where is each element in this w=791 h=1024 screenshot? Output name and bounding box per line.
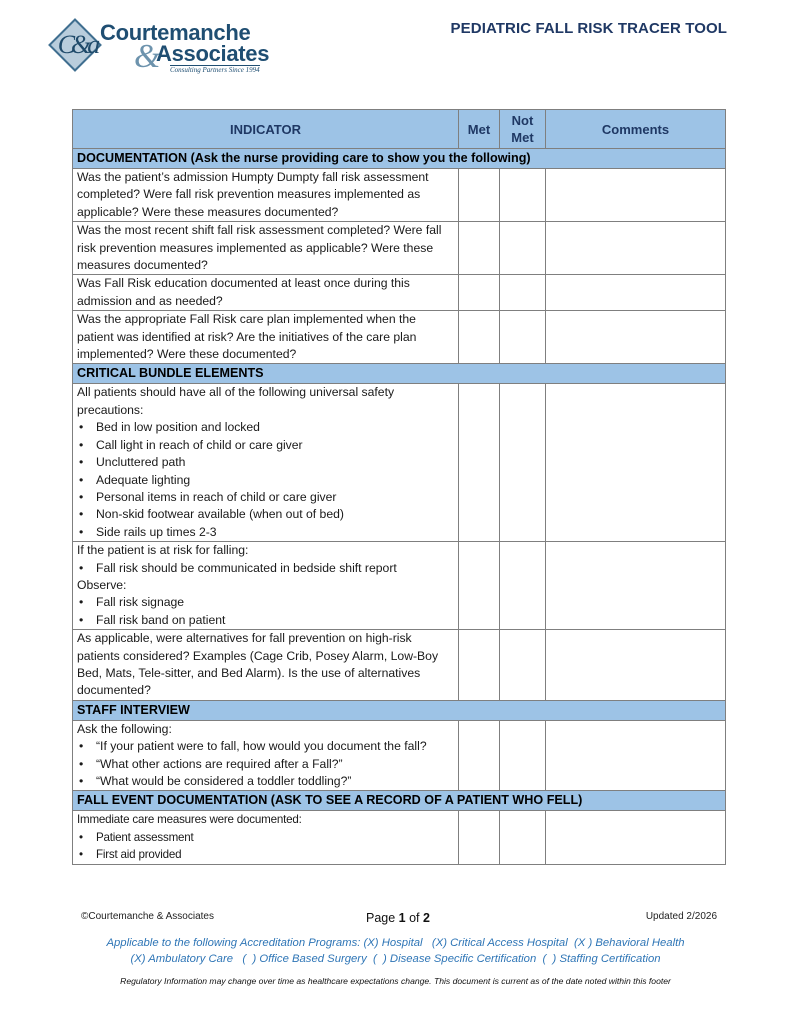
bullet-item: • Non-skid footwear available (when out of bed) [77, 506, 454, 523]
comments-cell[interactable] [546, 384, 726, 542]
column-header-not-met-label: Not Met [511, 113, 534, 145]
indicator-cell: Was the most recent shift fall risk assessment completed? Were fall risk prevention measures implemented as applicable? Were these measures documented? [73, 222, 459, 275]
indicator-cell [73, 384, 459, 542]
logo-name-line2: Associates [156, 41, 270, 66]
bullet-item: • “What would be considered a toddler toddling?” [77, 773, 454, 790]
section-title-documentation: DOCUMENTATION (Ask the nurse providing care to show you the following) [73, 149, 726, 169]
indicator-intro: Immediate care measures were documented: [77, 813, 302, 827]
section-header-row [73, 364, 726, 384]
bullet-item: • Personal items in reach of child or care giver [77, 489, 454, 506]
met-cell[interactable] [459, 720, 500, 791]
bullet-list [77, 560, 454, 577]
table-header-row [73, 110, 726, 149]
bullet-item: • Call light in reach of child or care giver [77, 437, 454, 454]
table-row [73, 275, 726, 311]
section-title-critical-bundle: CRITICAL BUNDLE ELEMENTS [73, 364, 726, 384]
not-met-cell[interactable] [500, 311, 546, 364]
logo-monogram: C&a [57, 30, 97, 59]
bullet-item: • Fall risk should be communicated in bedside shift report [77, 560, 454, 577]
bullet-item: • Adequate lighting [77, 472, 454, 489]
regulatory-note: Regulatory Information may change over time as healthcare expectations change. This document is current as of the date noted within this footer [120, 976, 671, 986]
section-header-row [73, 149, 726, 169]
comments-cell[interactable] [546, 169, 726, 222]
bullet-item: • Patient assessment [77, 829, 454, 846]
bullet-item: • Bed in low position and locked [77, 419, 454, 436]
logo-name-line1: Courtemanche [100, 20, 251, 45]
section-title-fall-event: FALL EVENT DOCUMENTATION (ASK TO SEE A RECORD OF A PATIENT WHO FELL) [73, 791, 726, 811]
table-row [73, 630, 726, 701]
not-met-cell[interactable] [500, 169, 546, 222]
section-title-staff-interview: STAFF INTERVIEW [73, 700, 726, 720]
page-prefix: Page [366, 911, 399, 925]
not-met-cell[interactable] [500, 811, 546, 864]
column-header-not-met [500, 110, 546, 149]
met-cell[interactable] [459, 542, 500, 630]
indicator-cell: Was Fall Risk education documented at least once during this admission and as needed? [73, 275, 459, 311]
bullet-item: • Side rails up times 2-3 [77, 524, 454, 541]
met-cell[interactable] [459, 811, 500, 864]
not-met-cell[interactable] [500, 720, 546, 791]
company-logo [52, 20, 282, 76]
bullet-list [77, 594, 454, 629]
met-cell[interactable] [459, 275, 500, 311]
table-row [73, 542, 726, 630]
not-met-cell[interactable] [500, 542, 546, 630]
footer-updated-date: Updated 2/2026 [645, 911, 717, 922]
bullet-item: • “What other actions are required after a Fall?” [77, 756, 454, 773]
bullet-list [77, 738, 454, 790]
table-row [73, 169, 726, 222]
not-met-cell[interactable] [500, 384, 546, 542]
indicator-intro: All patients should have all of the following universal safety precautions: [77, 385, 395, 417]
footer-page-number [366, 911, 430, 925]
comments-cell[interactable] [546, 542, 726, 630]
indicator-cell: As applicable, were alternatives for fall prevention on high-risk patients considered? Examples (Cage Crib, Posey Alarm, Low-Boy Bed, Mats, Tele-sitter, and Bed Alarm). Is the use of alternatives documented? [73, 630, 459, 701]
bullet-item: • Fall risk band on patient [77, 612, 454, 629]
not-met-cell[interactable] [500, 630, 546, 701]
indicator-cell [73, 720, 459, 791]
indicator-cell [73, 542, 459, 630]
accreditation-programs-line2: (X) Ambulatory Care ( ) Office Based Surgery ( ) Disease Specific Certification ( ) Staffing Certification [130, 953, 661, 965]
table-row [73, 311, 726, 364]
tracer-table [72, 109, 726, 865]
table-row [73, 222, 726, 275]
section-header-row [73, 700, 726, 720]
bullet-item: • Uncluttered path [77, 454, 454, 471]
indicator-intro-observe: Observe: [77, 577, 127, 592]
met-cell[interactable] [459, 630, 500, 701]
bullet-item: • First aid provided [77, 846, 454, 863]
indicator-cell: Was the patient’s admission Humpty Dumpty fall risk assessment completed? Were fall risk prevention measures implemented as applicable? Were these measures documented? [73, 169, 459, 222]
table-row [73, 811, 726, 864]
comments-cell[interactable] [546, 811, 726, 864]
logo-tagline: Consulting Partners Since 1994 [170, 66, 260, 74]
met-cell[interactable] [459, 311, 500, 364]
met-cell[interactable] [459, 169, 500, 222]
table-row [73, 720, 726, 791]
indicator-intro: Ask the following: [77, 721, 172, 736]
indicator-cell: Was the appropriate Fall Risk care plan implemented when the patient was identified at risk? Are the initiatives of the care plan implemented? Were these documented? [73, 311, 459, 364]
column-header-comments: Comments [546, 110, 726, 149]
comments-cell[interactable] [546, 275, 726, 311]
logo-ampersand: & [134, 38, 161, 75]
bullet-item: • Fall risk signage [77, 594, 454, 611]
comments-cell[interactable] [546, 630, 726, 701]
not-met-cell[interactable] [500, 275, 546, 311]
footer-copyright: ©Courtemanche & Associates [81, 911, 214, 922]
comments-cell[interactable] [546, 720, 726, 791]
section-header-row [73, 791, 726, 811]
page-current: 1 [398, 911, 406, 925]
not-met-cell[interactable] [500, 222, 546, 275]
bullet-list [77, 419, 454, 541]
page-total: 2 [423, 911, 430, 925]
met-cell[interactable] [459, 384, 500, 542]
comments-cell[interactable] [546, 311, 726, 364]
bullet-item: • “If your patient were to fall, how would you document the fall? [77, 738, 454, 755]
column-header-met: Met [459, 110, 500, 149]
column-header-indicator: INDICATOR [73, 110, 459, 149]
met-cell[interactable] [459, 222, 500, 275]
comments-cell[interactable] [546, 222, 726, 275]
document-title: PEDIATRIC FALL RISK TRACER TOOL [450, 20, 727, 37]
accreditation-programs-line1: Applicable to the following Accreditation Programs: (X) Hospital (X) Critical Access Hospital (X ) Behavioral Health [106, 937, 685, 949]
table-row [73, 384, 726, 542]
bullet-list [77, 829, 454, 864]
indicator-cell [73, 811, 459, 864]
page-of: of [405, 911, 423, 925]
indicator-intro: If the patient is at risk for falling: [77, 543, 249, 558]
